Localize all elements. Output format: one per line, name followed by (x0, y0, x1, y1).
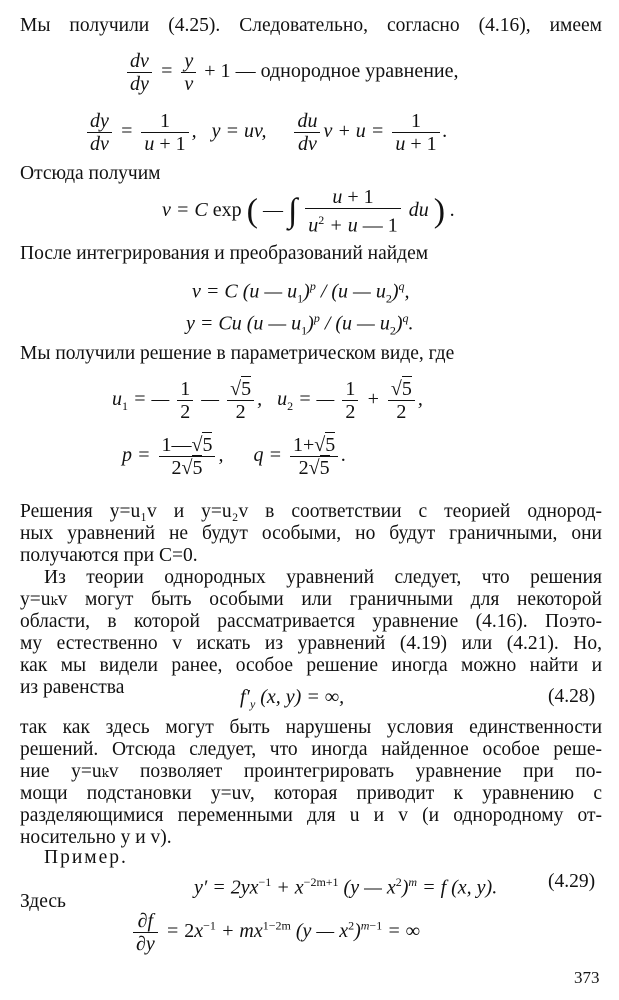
text-line: ных уравнений не будут особыми, но будут граничными, они (20, 523, 602, 544)
text-line: решений. Отсюда следует, что иногда найденное особое реше- (20, 739, 602, 760)
text-line: y=uₖv могут быть особыми или граничными для некоторой (20, 589, 602, 610)
equation-p-q: p = $\frac{1—√5}{2√5}$ , q = $\frac{1+√5}{2√5}$ . (122, 434, 347, 479)
page-number: 373 (574, 968, 600, 987)
text-line: мощи подстановки y=uv, которая приводит к уравнению с (20, 783, 602, 804)
example-heading: Пример. (44, 847, 128, 868)
text-line: области, в которой рассматривается уравнение (4.16). Поэто- (20, 611, 602, 632)
equation-number-4-29: (4.29) (548, 871, 596, 892)
text-line: получаются при C=0. (20, 545, 198, 566)
text-line: Из теории однородных уравнений следует, что решения (44, 567, 602, 588)
text-line: из равенства (20, 677, 125, 698)
text-line: Отсюда получим (20, 163, 161, 184)
equation-4-28: $f'_y$ (x, y) = ∞, (240, 686, 345, 711)
text-line: разделяющимися переменными для u и v (и однородному от- (20, 805, 602, 826)
text-line: как мы видели ранее, особое решение иногда можно найти и (20, 655, 602, 676)
equation-label: — однородное уравнение, (235, 60, 459, 83)
equation-homogeneous: $\frac{dv}{dy}$ = $\frac{y}{v}$ + 1 — однородное уравнение, (124, 50, 458, 95)
equation-4-29: $y' = 2yx^{-1} + x^{-2m+1}$ (y — $x^2)^m = f$ (x, y). (194, 875, 498, 899)
equation-integral: v = C exp ( — ∫ $\frac{u + 1}{u^2 + u — 1}$ du ) . (162, 186, 456, 237)
text-line: После интегрирования и преобразований найдем (20, 243, 429, 264)
text-line: Решения y=u₁v и y=u₂v в соответствии с теорией однород- (20, 501, 602, 522)
equation-substitution: $\frac{dy}{dv}$ = $\frac{1}{u + 1}$ , y = uv, $\frac{du}{dv}$ v + u = $\frac{1}{u + 1}$ . (84, 110, 448, 155)
text-line: му естественно v искать из уравнений (4.19) или (4.21). Но, (20, 633, 602, 654)
equation-y-solution: y = Cu (u — $u_1)^p / (u$ — $u_2)^q$. (186, 311, 414, 338)
text-line: так как здесь могут быть нарушены условия единственности (20, 717, 602, 738)
text-line: носительно y и v). (20, 827, 172, 848)
text-line: Мы получили решение в параметрическом виде, где (20, 343, 455, 364)
equation-partial-derivative: $\frac{\partial f}{\partial y}$ = $2x^{-1} + mx^{1-2m}$ (y — $x^2)^{m-1}$ = ∞ (130, 910, 420, 955)
equation-number-4-28: (4.28) (548, 686, 596, 707)
text-line: ние y=uₖv позволяет проинтегрировать уравнение при по- (20, 761, 602, 782)
text-line: Здесь (20, 891, 66, 912)
equation-u-roots: $u_1$ = — $\frac{1}{2}$ — $\frac{√5}{2}$ , $u_2$ = — $\frac{1}{2}$ + $\frac{√5}{2}$ , (112, 378, 423, 423)
text-line: Мы получили (4.25). Следовательно, согласно (4.16), имеем (20, 15, 602, 36)
equation-v-solution: v = C (u — $u_1)^p / (u$ — $u_2)^q$, (192, 279, 410, 306)
